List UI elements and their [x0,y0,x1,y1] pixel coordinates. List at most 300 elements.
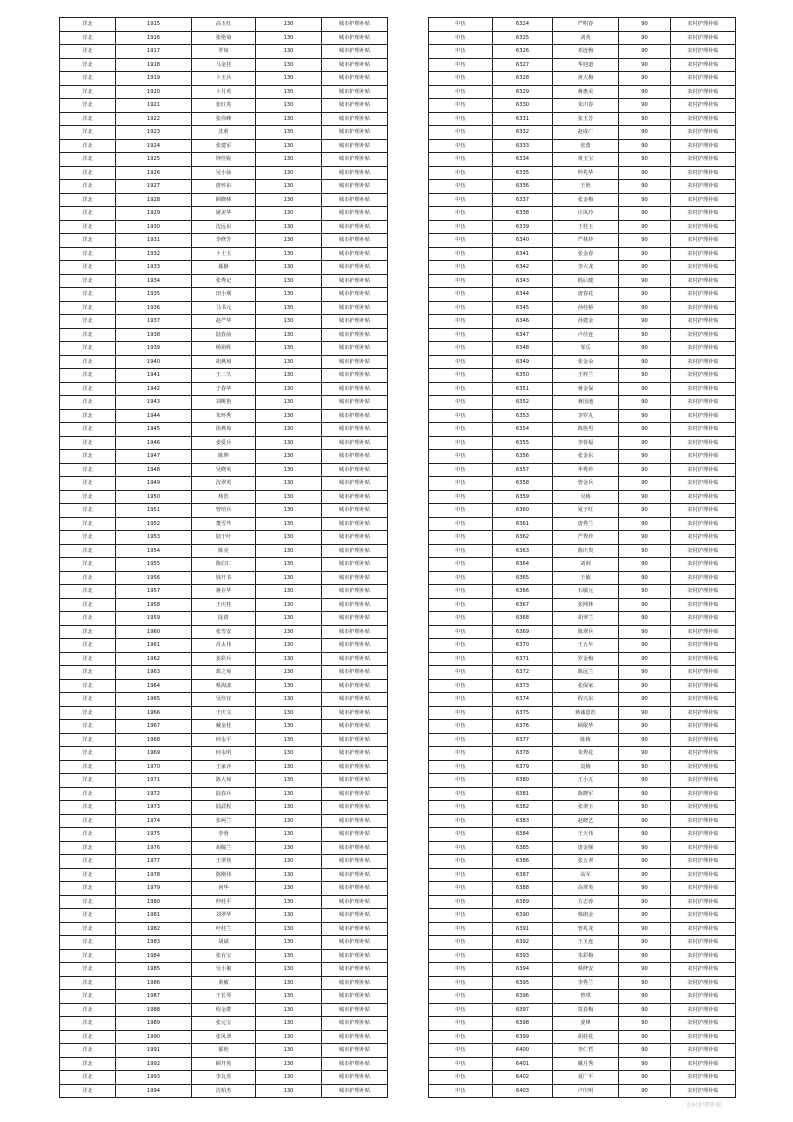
type-cell: 农村护理补贴 [671,625,736,639]
amount-cell: 90 [619,666,671,680]
type-cell: 城市护理补贴 [322,517,388,531]
amount-cell: 90 [619,1030,671,1044]
type-cell: 农村护理补贴 [671,409,736,423]
type-cell: 城市护理补贴 [322,274,388,288]
area-cell: 洋北 [60,1071,116,1085]
id-cell: 1915 [116,18,192,32]
name-cell: 李蓉 [192,828,256,842]
table-row [429,342,736,356]
table-row [60,301,388,315]
area-cell: 洋北 [60,828,116,842]
type-cell: 农村护理补贴 [671,558,736,572]
id-cell: 1988 [116,1003,192,1017]
id-cell: 6375 [493,706,553,720]
name-cell: 王庆桂 [192,598,256,612]
table-row [60,355,388,369]
area-cell: 中伍 [429,436,493,450]
type-cell: 城市护理补贴 [322,828,388,842]
id-cell: 6373 [493,679,553,693]
type-cell: 城市护理补贴 [322,625,388,639]
table-row [429,801,736,815]
table-row [429,949,736,963]
id-cell: 6335 [493,166,553,180]
type-cell: 城市护理补贴 [322,139,388,153]
name-cell: 唐春花 [553,288,619,302]
area-cell: 中伍 [429,841,493,855]
type-cell: 农村护理补贴 [671,828,736,842]
table-row [60,193,388,207]
type-cell: 农村护理补贴 [671,949,736,963]
amount-cell: 130 [256,396,322,410]
amount-cell: 130 [256,112,322,126]
area-cell: 洋北 [60,855,116,869]
id-cell: 6345 [493,301,553,315]
amount-cell: 130 [256,774,322,788]
table-row [60,58,388,72]
amount-cell: 90 [619,220,671,234]
amount-cell: 130 [256,882,322,896]
name-cell: 陈刚伟 [192,868,256,882]
id-cell: 6339 [493,220,553,234]
table-row [429,639,736,653]
name-cell: 罗琼 [192,45,256,59]
name-cell: 曾琪 [553,990,619,1004]
id-cell: 6351 [493,382,553,396]
amount-cell: 90 [619,112,671,126]
id-cell: 6387 [493,868,553,882]
area-cell: 中伍 [429,315,493,329]
amount-cell: 90 [619,99,671,113]
table-row [60,1030,388,1044]
area-cell: 中伍 [429,814,493,828]
amount-cell: 90 [619,31,671,45]
area-cell: 洋北 [60,612,116,626]
area-cell: 洋北 [60,882,116,896]
amount-cell: 130 [256,207,322,221]
name-cell: 刘桃艳 [192,396,256,410]
table-row [429,409,736,423]
area-cell: 洋北 [60,625,116,639]
amount-cell: 130 [256,477,322,491]
type-cell: 农村护理补贴 [671,841,736,855]
type-cell: 农村护理补贴 [671,963,736,977]
name-cell: 唐金娣 [553,841,619,855]
amount-cell: 130 [256,841,322,855]
id-cell: 1985 [116,963,192,977]
name-cell: 张伟峰 [192,112,256,126]
name-cell: 孙桂桥 [553,301,619,315]
name-cell: 陈翠兵 [553,625,619,639]
id-cell: 1949 [116,477,192,491]
name-cell: 刘英 [553,31,619,45]
name-cell: 张玉芳 [553,112,619,126]
name-cell: 高翠英 [553,882,619,896]
table-row [429,72,736,86]
type-cell: 城市护理补贴 [322,963,388,977]
name-cell: 陈亮 [192,544,256,558]
amount-cell: 130 [256,666,322,680]
area-cell: 洋北 [60,571,116,585]
table-row [60,666,388,680]
name-cell: 戴月秀 [553,1057,619,1071]
name-cell: 张元宝 [192,1017,256,1031]
amount-cell: 130 [256,612,322,626]
amount-cell: 90 [619,585,671,599]
name-cell: 高玉红 [192,18,256,32]
amount-cell: 90 [619,733,671,747]
type-cell: 农村护理补贴 [671,544,736,558]
type-cell: 城市护理补贴 [322,463,388,477]
id-cell: 6349 [493,355,553,369]
amount-cell: 90 [619,828,671,842]
area-cell: 中伍 [429,126,493,140]
area-cell: 中伍 [429,1084,493,1098]
name-cell: 王五年 [553,639,619,653]
table-row [60,760,388,774]
table-row [60,855,388,869]
area-cell: 中伍 [429,72,493,86]
table-row [429,868,736,882]
left-table-body [60,18,388,1098]
name-cell: 胡翠兰 [553,612,619,626]
name-cell: 张雪安 [192,625,256,639]
name-cell: 李大龙 [553,261,619,275]
area-cell: 洋北 [60,274,116,288]
name-cell: 仲桂平 [192,895,256,909]
amount-cell: 130 [256,517,322,531]
id-cell: 1950 [116,490,192,504]
table-row [429,207,736,221]
type-cell: 农村护理补贴 [671,531,736,545]
name-cell: 吴佳宜 [192,693,256,707]
name-cell: 陈启仁 [192,558,256,572]
amount-cell: 130 [256,1071,322,1085]
type-cell: 城市护理补贴 [322,531,388,545]
amount-cell: 130 [256,99,322,113]
area-cell: 中伍 [429,949,493,963]
id-cell: 1991 [116,1044,192,1058]
name-cell: 张有宝 [192,949,256,963]
table-row [60,517,388,531]
type-cell: 城市护理补贴 [322,180,388,194]
type-cell: 农村护理补贴 [671,274,736,288]
id-cell: 1961 [116,639,192,653]
area-cell: 中伍 [429,895,493,909]
area-cell: 中伍 [429,328,493,342]
name-cell: 高军 [553,868,619,882]
amount-cell: 90 [619,504,671,518]
amount-cell: 90 [619,558,671,572]
type-cell: 城市护理补贴 [322,436,388,450]
type-cell: 城市护理补贴 [322,1057,388,1071]
name-cell: 王梓兰 [553,369,619,383]
table-row [60,315,388,329]
type-cell: 城市护理补贴 [322,369,388,383]
id-cell: 1926 [116,166,192,180]
table-row [429,828,736,842]
name-cell: 王桂玉 [553,220,619,234]
id-cell: 1957 [116,585,192,599]
table-row [429,247,736,261]
name-cell: 沈莉 [192,126,256,140]
type-cell: 农村护理补贴 [671,126,736,140]
table-row [60,868,388,882]
area-cell: 洋北 [60,1084,116,1098]
id-cell: 6365 [493,571,553,585]
table-row [429,544,736,558]
type-cell: 农村护理补贴 [671,801,736,815]
area-cell: 洋北 [60,841,116,855]
type-cell: 农村护理补贴 [671,436,736,450]
amount-cell: 90 [619,328,671,342]
id-cell: 6324 [493,18,553,32]
type-cell: 城市护理补贴 [322,234,388,248]
name-cell: 莫春梅 [553,1003,619,1017]
id-cell: 1971 [116,774,192,788]
amount-cell: 130 [256,342,322,356]
amount-cell: 130 [256,315,322,329]
id-cell: 1940 [116,355,192,369]
table-row [429,477,736,491]
table-row [429,693,736,707]
table-row [60,180,388,194]
name-cell: 陆武程 [192,801,256,815]
name-cell: 沈远东 [192,220,256,234]
name-cell: 严林珍 [553,234,619,248]
id-cell: 1972 [116,787,192,801]
table-row [60,801,388,815]
name-cell: 朱怀秀 [192,409,256,423]
amount-cell: 90 [619,261,671,275]
id-cell: 1955 [116,558,192,572]
type-cell: 城市护理补贴 [322,976,388,990]
type-cell: 农村护理补贴 [671,301,736,315]
id-cell: 6399 [493,1030,553,1044]
amount-cell: 130 [256,234,322,248]
name-cell: 郁艳 [192,1044,256,1058]
table-row [60,328,388,342]
area-cell: 中伍 [429,652,493,666]
area-cell: 洋北 [60,490,116,504]
amount-cell: 130 [256,895,322,909]
type-cell: 农村护理补贴 [671,504,736,518]
type-cell: 城市护理补贴 [322,787,388,801]
table-row [60,72,388,86]
area-cell: 中伍 [429,18,493,32]
amount-cell: 90 [619,436,671,450]
table-row [60,99,388,113]
name-cell: 张建军 [192,139,256,153]
amount-cell: 130 [256,85,322,99]
amount-cell: 130 [256,1003,322,1017]
name-cell: 张保家 [553,679,619,693]
amount-cell: 130 [256,922,322,936]
area-cell: 洋北 [60,652,116,666]
name-cell: 张红英 [192,99,256,113]
id-cell: 6363 [493,544,553,558]
area-cell: 洋北 [60,315,116,329]
table-row [60,598,388,612]
id-cell: 1989 [116,1017,192,1031]
name-cell: 顾开英 [192,1057,256,1071]
amount-cell: 130 [256,355,322,369]
type-cell: 城市护理补贴 [322,598,388,612]
type-cell: 农村护理补贴 [671,855,736,869]
id-cell: 1923 [116,126,192,140]
area-cell: 洋北 [60,1003,116,1017]
area-cell: 中伍 [429,1057,493,1071]
id-cell: 1993 [116,1071,192,1085]
type-cell: 农村护理补贴 [671,747,736,761]
area-cell: 中伍 [429,423,493,437]
area-cell: 洋北 [60,180,116,194]
amount-cell: 90 [619,58,671,72]
id-cell: 6397 [493,1003,553,1017]
table-row [60,936,388,950]
amount-cell: 90 [619,598,671,612]
table-row [429,180,736,194]
amount-cell: 90 [619,625,671,639]
id-cell: 6372 [493,666,553,680]
id-cell: 6334 [493,153,553,167]
type-cell: 城市护理补贴 [322,112,388,126]
name-cell: 陈坤 [192,450,256,464]
id-cell: 6400 [493,1044,553,1058]
name-cell: 罗金梅 [553,652,619,666]
name-cell: 张蕾 [553,139,619,153]
amount-cell: 130 [256,369,322,383]
table-row [60,679,388,693]
table-row [60,720,388,734]
name-cell: 钱开书 [192,571,256,585]
table-row [429,990,736,1004]
id-cell: 1934 [116,274,192,288]
area-cell: 洋北 [60,747,116,761]
amount-cell: 130 [256,139,322,153]
table-row [60,733,388,747]
amount-cell: 90 [619,301,671,315]
name-cell: 田小荆 [192,288,256,302]
type-cell: 农村护理补贴 [671,396,736,410]
id-cell: 6342 [493,261,553,275]
table-row [60,909,388,923]
area-cell: 中伍 [429,544,493,558]
id-cell: 6382 [493,801,553,815]
name-cell: 王翠侠 [192,855,256,869]
type-cell: 城市护理补贴 [322,207,388,221]
amount-cell: 130 [256,274,322,288]
id-cell: 6388 [493,882,553,896]
amount-cell: 90 [619,355,671,369]
name-cell: 于春华 [192,382,256,396]
table-row [429,598,736,612]
type-cell: 城市护理补贴 [322,801,388,815]
type-cell: 城市护理补贴 [322,733,388,747]
area-cell: 中伍 [429,193,493,207]
table-row [429,328,736,342]
name-cell: 何华 [192,882,256,896]
table-row [429,882,736,896]
table-row [60,787,388,801]
id-cell: 1929 [116,207,192,221]
id-cell: 1927 [116,180,192,194]
amount-cell: 130 [256,1044,322,1058]
area-cell: 中伍 [429,774,493,788]
table-row [60,1017,388,1031]
amount-cell: 130 [256,1017,322,1031]
table-row [60,18,388,32]
table-row [60,153,388,167]
amount-cell: 90 [619,1057,671,1071]
name-cell: 姜烽 [553,1017,619,1031]
id-cell: 6326 [493,45,553,59]
table-row [429,436,736,450]
area-cell: 洋北 [60,288,116,302]
type-cell: 农村护理补贴 [671,1044,736,1058]
id-cell: 1938 [116,328,192,342]
type-cell: 城市护理补贴 [322,382,388,396]
id-cell: 6354 [493,423,553,437]
amount-cell: 130 [256,436,322,450]
name-cell: 唐秀兰 [553,517,619,531]
type-cell: 农村护理补贴 [671,1003,736,1017]
amount-cell: 90 [619,139,671,153]
id-cell: 1936 [116,301,192,315]
table-row [60,841,388,855]
area-cell: 洋北 [60,531,116,545]
area-cell: 洋北 [60,396,116,410]
table-row [429,612,736,626]
name-cell: 蔡修安 [553,963,619,977]
amount-cell: 90 [619,180,671,194]
type-cell: 农村护理补贴 [671,450,736,464]
type-cell: 农村护理补贴 [671,1030,736,1044]
name-cell: 赵成广 [553,126,619,140]
id-cell: 6378 [493,747,553,761]
amount-cell: 90 [619,720,671,734]
name-cell: 蒋金保 [553,382,619,396]
name-cell: 姜彩兵 [192,652,256,666]
amount-cell: 130 [256,963,322,977]
table-row [429,99,736,113]
name-cell: 石敏元 [553,585,619,599]
table-row [60,382,388,396]
type-cell: 农村护理补贴 [671,976,736,990]
table-row [60,639,388,653]
area-cell: 洋北 [60,301,116,315]
id-cell: 1986 [116,976,192,990]
amount-cell: 90 [619,882,671,896]
area-cell: 洋北 [60,936,116,950]
area-cell: 中伍 [429,720,493,734]
area-cell: 中伍 [429,1003,493,1017]
type-cell: 农村护理补贴 [671,585,736,599]
type-cell: 农村护理补贴 [671,774,736,788]
type-cell: 农村护理补贴 [671,207,736,221]
id-cell: 1919 [116,72,192,86]
id-cell: 6358 [493,477,553,491]
type-cell: 农村护理补贴 [671,639,736,653]
id-cell: 1935 [116,288,192,302]
table-row [429,261,736,275]
area-cell: 中伍 [429,1017,493,1031]
type-cell: 城市护理补贴 [322,99,388,113]
name-cell: 李修芳 [192,234,256,248]
amount-cell: 130 [256,58,322,72]
table-row [60,207,388,221]
name-cell: 张金朵 [553,355,619,369]
amount-cell: 90 [619,1084,671,1098]
